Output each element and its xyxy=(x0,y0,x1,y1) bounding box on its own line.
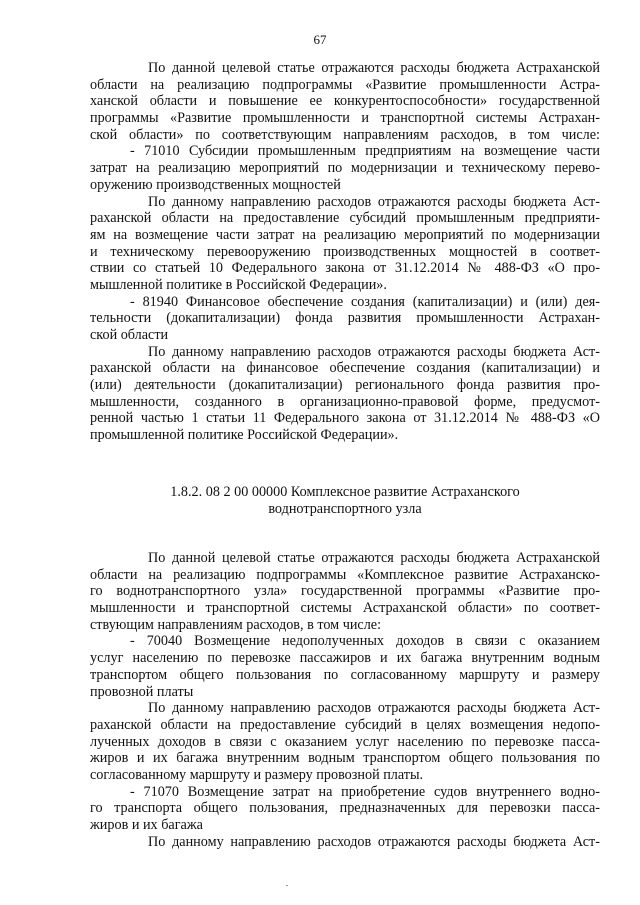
text-line: ской области xyxy=(90,327,169,343)
text-line: мышленности и транспортной системы Астраханской области» по соответ- xyxy=(90,600,600,617)
text-line: По данному направлению расходов отражаются расходы бюджета Аст- xyxy=(148,193,600,210)
text-line: раханской области на предоставление субсидий промышленным предприяти- xyxy=(90,210,600,227)
text-line: затрат на реализацию мероприятий по модернизации и техническому перево- xyxy=(90,160,600,177)
text-line: го транспорта общего пользования, предназначенных для перевозки пасса- xyxy=(90,800,600,817)
text-line: ям на возмещение части затрат на реализацию мероприятий по модернизации xyxy=(90,226,600,243)
text-line: раханской области на финансовое обеспечение создания (капитализации) и xyxy=(90,360,600,377)
text-line: го воднотранспортного узла» государственной программы «Развитие про- xyxy=(90,583,600,600)
text-line: области на реализацию подпрограммы «Комплексное развитие Астраханско- xyxy=(90,566,600,583)
text-line: ханской области и повышение ее конкурентоспособности» государственной xyxy=(90,93,600,110)
text-line: жиров и их багажа внутренним водным транспортом общего пользования по xyxy=(90,750,600,767)
text-line: По данной целевой статье отражаются расходы бюджета Астраханской xyxy=(148,550,600,566)
text-line: мышленности, созданного в организационно-правовой форме, предусмот- xyxy=(90,393,600,410)
text-line: согласованному маршруту и размеру провозной платы. xyxy=(90,766,424,783)
heading-line: воднотранспортного узла xyxy=(268,500,422,517)
text-line: - 81940 Финансовое обеспечение создания (капитализации) и (или) дея- xyxy=(130,293,600,310)
section-1-text xyxy=(90,60,600,444)
text-line: По данному направлению расходов отражаются расходы бюджета Аст- xyxy=(148,833,600,850)
text-line: - 70040 Возмещение недополученных доходов в связи с оказанием xyxy=(130,633,600,650)
text-line: По данной целевой статье отражаются расходы бюджета Астраханской xyxy=(148,60,600,76)
text-line: услуг населению по перевозке пассажиров и их багажа внутренним водным xyxy=(90,650,600,667)
text-line: По данному направлению расходов отражаются расходы бюджета Аст- xyxy=(148,700,600,717)
text-line: - 71070 Возмещение затрат на приобретение судов внутреннего водно- xyxy=(130,783,600,800)
text-line: мышленной политике в Российской Федерации». xyxy=(90,276,387,293)
text-line: транспортом общего пользования по согласованному маршруту и размеру xyxy=(90,666,600,683)
section-2-text xyxy=(90,550,600,850)
text-line: ствии со статьей 10 Федерального закона от 31.12.2014 № 488-ФЗ «О про- xyxy=(90,260,600,277)
text-line: ренной частью 1 статьи 11 Федерального закона от 31.12.2014 № 488-ФЗ «О xyxy=(90,410,600,427)
text-line: По данному направлению расходов отражаются расходы бюджета Аст- xyxy=(148,343,600,360)
text-line: - 71010 Субсидии промышленным предприятиям на возмещение части xyxy=(130,143,600,160)
page-number: 67 xyxy=(313,32,327,47)
text-line: промышленной политике Российской Федерации». xyxy=(90,427,399,444)
text-line: и техническому перевооружению производственных мощностей в соответ- xyxy=(90,243,600,260)
text-line: программы «Развитие промышленности и транспортной системы Астрахан- xyxy=(90,110,600,127)
text-line: ской области» по соответствующим направлениям расходов, в том числе: xyxy=(90,126,600,143)
text-line: лученных доходов в связи с оказанием услуг населению по перевозке пасса- xyxy=(90,733,600,750)
text-line: провозной платы xyxy=(90,683,194,700)
text-line: жиров и их багажа xyxy=(90,817,203,833)
text-line: оружению производственных мощностей xyxy=(90,176,341,193)
text-line: области на реализацию подпрограммы «Развитие промышленности Астра- xyxy=(90,76,600,93)
text-line: раханской области на предоставление субсидий в целях возмещения недопо- xyxy=(90,716,600,733)
text-line: тельности (докапитализации) фонда развития промышленности Астрахан- xyxy=(90,310,600,327)
heading-line: 1.8.2. 08 2 00 00000 Комплексное развитие Астраханского xyxy=(170,484,520,500)
scan-speck xyxy=(286,885,288,886)
text-line: ствующим направлениям расходов, в том числе: xyxy=(90,616,382,633)
text-line: (или) деятельности (докапитализации) регионального фонда развития про- xyxy=(90,377,600,394)
section-heading xyxy=(90,484,600,517)
